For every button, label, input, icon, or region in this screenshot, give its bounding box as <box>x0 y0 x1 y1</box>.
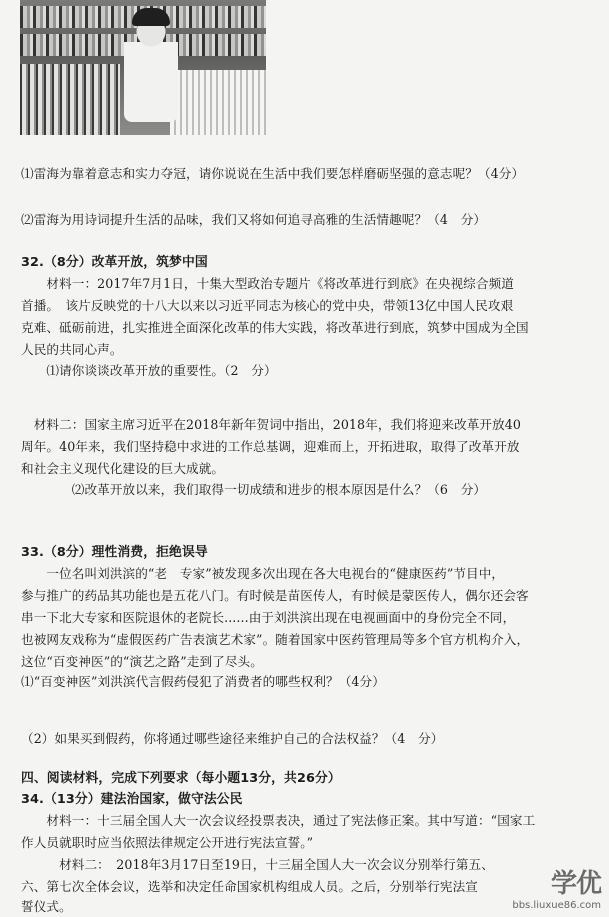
material-line: 参与推广的药品其功能也是五花八门。有时候是苗医传人，有时候是蒙医传人，偶尔还会客 <box>21 588 529 603</box>
question-31-2: ⑵雷海为用诗词提升生活的品味，我们又将如何追寻高雅的生活情趣呢？（4 分） <box>21 212 487 227</box>
material-line: 克难、砥砺前进，扎实推进全面深化改革的伟大实践，将改革进行到底，筑梦中国成为全国 <box>21 320 529 335</box>
person <box>124 12 178 122</box>
material-line: 也被网友戏称为“虚假医药广告表演艺术家”。随着国家中医药管理局等多个官方机构介入， <box>21 632 530 647</box>
material-line: 六、第七次全体会议，选举和决定任命国家机构组成人员。之后，分别举行宪法宣 <box>21 879 478 894</box>
material-line: 一位名叫刘洪滨的“老 专家”被发现多次出现在各大电视台的“健康医药”节目中， <box>21 566 505 581</box>
material-line: 这位“百变神医”的“演艺之路”走到了尽头。 <box>21 654 263 669</box>
question-32-1: ⑴请你谈谈改革开放的重要性。（2 分） <box>21 363 277 378</box>
material-line: 材料一：十三届全国人大一次会议经投票表决，通过了宪法修正案。其中写道：“国家工 <box>21 813 536 828</box>
material-line: 人民的共同心声。 <box>21 342 123 357</box>
material-line: 周年。40年来，我们坚持稳中求进的工作总基调，迎难而上，开拓进取，取得了改革开放 <box>21 439 520 454</box>
material-line: 材料二： 2018年3月17日至19日，十三届全国人大一次会议分别举行第五、 <box>21 857 494 872</box>
material-line: 串一下北大专家和医院退休的老院长......由于刘洪滨出现在电视画面中的身份完全不同， <box>21 610 516 625</box>
watermark-logo: 学优 <box>550 869 601 899</box>
question-33-1: ⑴“百变神医”刘洪滨代言假药侵犯了消费者的哪些权利？（4分） <box>21 674 385 689</box>
question-31-1: ⑴雷海为靠着意志和实力夺冠，请你说说在生活中我们要怎样磨砺坚强的意志呢？（4分） <box>21 166 525 181</box>
material-line: 首播。 该片反映党的十八大以来以习近平同志为核心的党中央，带领13亿中国人民攻艰 <box>21 298 514 313</box>
person-hair <box>132 8 170 26</box>
question-33-2: （2）如果买到假药，你将通过哪些途径来维护自己的合法权益？（4 分） <box>21 731 444 746</box>
question-32-2: ⑵改革开放以来，我们取得一切成绩和进步的根本原因是什么？（6 分） <box>21 482 487 497</box>
question-32-title: 32.（8分）改革开放，筑梦中国 <box>21 255 208 270</box>
material-line: 材料二：国家主席习近平在2018年新年贺词中指出，2018年，我们将迎来改革开放40 <box>21 417 522 432</box>
material-line: 材料一：2017年7月1日，十集大型政治专题片《将改革进行到底》在央视综合频道 <box>21 276 514 291</box>
book-stacks <box>170 70 266 135</box>
section-4-title: 四、阅读材料，完成下列要求（每小题13分，共26分） <box>21 771 341 786</box>
material-line: 和社会主义现代化建设的巨大成就。 <box>21 461 225 476</box>
book-stacks <box>20 64 120 135</box>
watermark <box>512 863 603 911</box>
material-line: 誓仪式。 <box>21 899 72 914</box>
material-line: 作人员就职时应当依照法律规定公开进行宪法宣誓。” <box>21 835 314 850</box>
photo-library-reader <box>20 0 266 135</box>
question-34-title: 34.（13分）建法治国家，做守法公民 <box>21 792 243 807</box>
question-33-title: 33.（8分）理性消费，拒绝误导 <box>21 545 208 560</box>
watermark-url: bbs.liuxue86.com <box>512 900 601 911</box>
